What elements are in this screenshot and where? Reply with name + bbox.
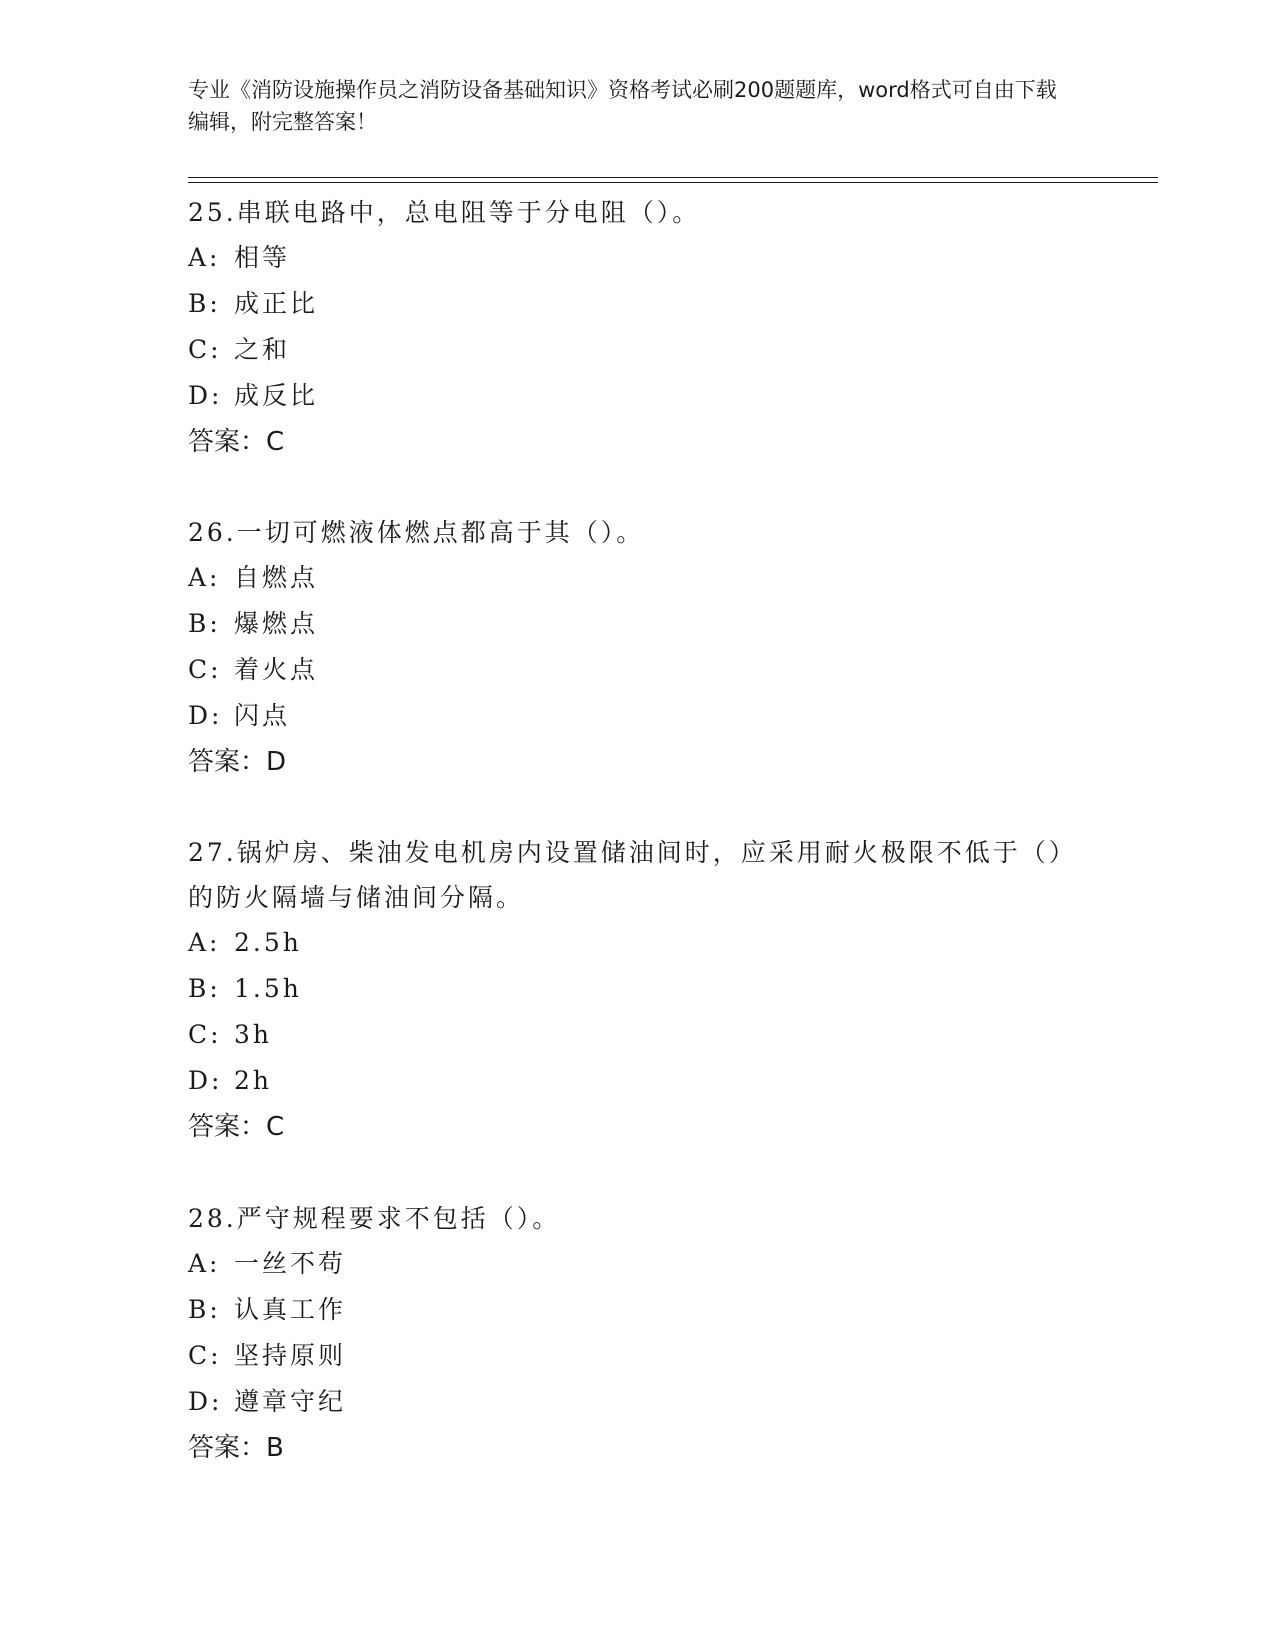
option-key: A: [188,243,221,272]
option-key: A: [188,928,221,957]
option-key: D: [188,1066,223,1095]
answer-line: 答案：B [188,1433,284,1463]
option-c [188,647,1088,693]
option-b [188,1287,1088,1333]
option-a [188,920,1088,966]
option-key: B: [188,289,221,318]
option-text: 3h [234,1020,273,1049]
option-b [188,601,1088,647]
option-text: 认真工作 [234,1295,347,1324]
question-stem: 25.串联电路中，总电阻等于分电阻（）。 [188,198,701,227]
option-key: B: [188,609,221,638]
question-stem: 27.锅炉房、柴油发电机房内设置储油间时，应采用耐火极限不低于（）的防火隔墙与储油间分隔。 [188,838,1077,912]
option-text: 闪点 [234,701,291,730]
option-key: C: [188,335,222,364]
option-text: 成反比 [234,381,319,410]
option-text: 1.5h [234,974,302,1003]
option-key: D: [188,1387,223,1416]
option-text: 着火点 [234,655,319,684]
option-a [188,235,1088,281]
option-c [188,327,1088,373]
option-key: B: [188,1295,221,1324]
option-key: C: [188,1341,222,1370]
option-d [188,693,1088,739]
option-text: 相等 [234,243,291,272]
option-b [188,281,1088,327]
option-d [188,373,1088,419]
option-d [188,1058,1088,1104]
option-a [188,555,1088,601]
option-text: 之和 [234,335,291,364]
option-key: D: [188,381,223,410]
question-27 [188,830,1088,1150]
option-text: 遵章守纪 [234,1387,347,1416]
option-c [188,1333,1088,1379]
option-key: A: [188,563,221,592]
answer-line: 答案：C [188,427,285,457]
option-text: 坚持原则 [234,1341,347,1370]
answer-line: 答案：C [188,1112,285,1142]
option-a [188,1241,1088,1287]
option-text: 2.5h [234,928,302,957]
option-key: D: [188,701,223,730]
question-stem: 28.严守规程要求不包括（）。 [188,1204,561,1233]
document-intro: 专业《消防设施操作员之消防设备基础知识》资格考试必刷200题题库，word格式可自由下载编辑，附完整答案！ [188,78,1057,134]
option-key: C: [188,655,222,684]
option-c [188,1012,1088,1058]
option-key: A: [188,1249,221,1278]
option-text: 一丝不苟 [234,1249,347,1278]
header-divider-bottom [188,182,1158,183]
option-key: C: [188,1020,222,1049]
question-26 [188,510,1088,785]
option-text: 成正比 [234,289,319,318]
option-text: 2h [234,1066,273,1095]
header-divider-top [188,177,1158,178]
option-d [188,1379,1088,1425]
option-text: 自燃点 [234,563,319,592]
question-stem: 26.一切可燃液体燃点都高于其（）。 [188,518,645,547]
option-b [188,966,1088,1012]
question-28 [188,1196,1088,1471]
answer-line: 答案：D [188,747,287,777]
question-25 [188,190,1088,465]
option-key: B: [188,974,221,1003]
option-text: 爆燃点 [234,609,319,638]
